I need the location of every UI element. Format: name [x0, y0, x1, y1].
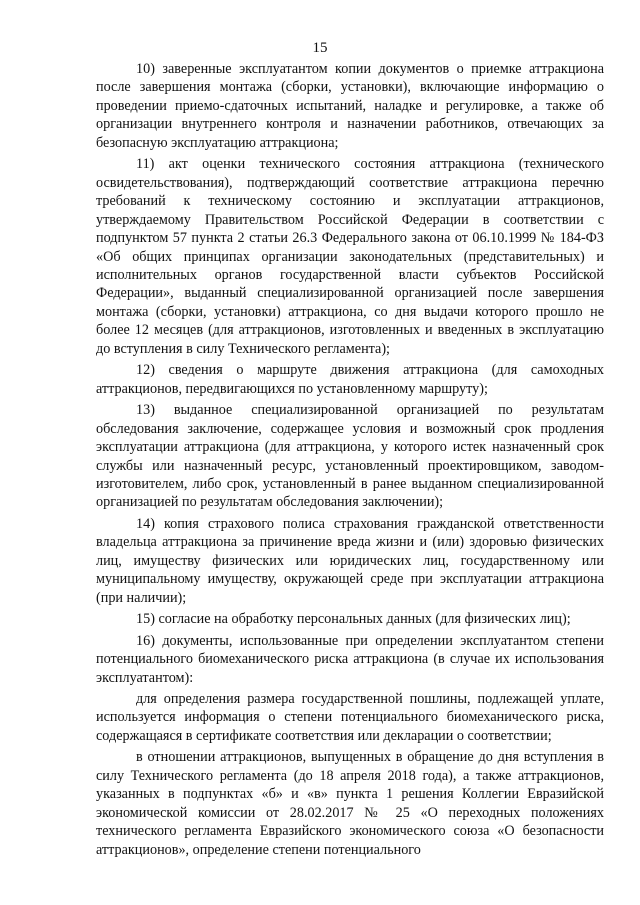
paragraph-item-16: 16) документы, использованные при определении эксплуатантом степени потенциального биомеханического риска аттракциона (в случае их использования эксплуатантом): [96, 632, 604, 686]
paragraph-item-13: 13) выданное специализированной организацией по результатам обследования заключение, содержащее условия и возможный срок продления эксплуатации аттракциона (для аттракциона, у которого истек назначенный срок службы или назначенный ресурс, установленный проектировщиком, заводом-изготовителем, либо срок, установленный в ранее выданном специализированной организацией по результатам обследования заключении); [96, 402, 604, 511]
paragraph-item-15: 15) согласие на обработку персональных данных (для физических лиц); [136, 611, 571, 628]
paragraph-state-fee: для определения размера государственной пошлины, подлежащей уплате, используется информация о степени потенциального биомеханического риска, содержащаяся в сертификате соответствия или декларации о соответствии; [96, 690, 604, 744]
paragraph-item-12: 12) сведения о маршруте движения аттракциона (для самоходных аттракционов, передвигающихся по установленному маршруту); [96, 362, 604, 397]
paragraph-item-14: 14) копия страхового полиса страхования гражданской ответственности владельца аттракциона за причинение вреда жизни и (или) здоровью физических лиц, имуществу физических или юридических лиц, государственному или муниципальному имуществу, окружающей среде при эксплуатации аттракциона (при наличии); [96, 515, 604, 606]
paragraph-legacy-attractions: в отношении аттракционов, выпущенных в обращение до дня вступления в силу Технического регламента (до 18 апреля 2018 года), а также аттракционов, указанных в подпунктах «б» и «в» пункта 1 решения Коллегии Евразийской экономической комиссии от 28.02.2017 № 25 «О переходных положениях технического регламента Евразийского экономического союза «О безопасности аттракционов», определение степени потенциального [96, 749, 604, 858]
document-body [96, 60, 604, 862]
paragraph-item-10: 10) заверенные эксплуатантом копии документов о приемке аттракциона после завершения монтажа (сборки, установки), включающие информацию о проведении приемо-сдаточных испытаний, наладке и регулировке, а также об организации внутреннего контроля и назначении работников, отвечающих за безопасную эксплуатацию аттракциона; [96, 61, 604, 151]
page-number: 15 [312, 40, 328, 56]
paragraph-item-11: 11) акт оценки технического состояния аттракциона (технического освидетельствования), подтверждающий соответствие аттракциона перечню требований к техническому состоянию и эксплуатации аттракционов, утверждаемому Правительством Российской Федерации в соответствии с подпунктом 57 пункта 2 статьи 26.3 Федерального закона от 06.10.1999 № 184-ФЗ «Об общих принципах организации законодательных (представительных) и исполнительных органов государственной власти субъектов Российской Федерации», выданный специализированной организацией после завершения монтажа (сборки, установки) аттракциона, со дня выдачи которого прошло не более 12 месяцев (для аттракционов, изготовленных и введенных в эксплуатацию до вступления в силу Технического регламента); [96, 156, 604, 357]
